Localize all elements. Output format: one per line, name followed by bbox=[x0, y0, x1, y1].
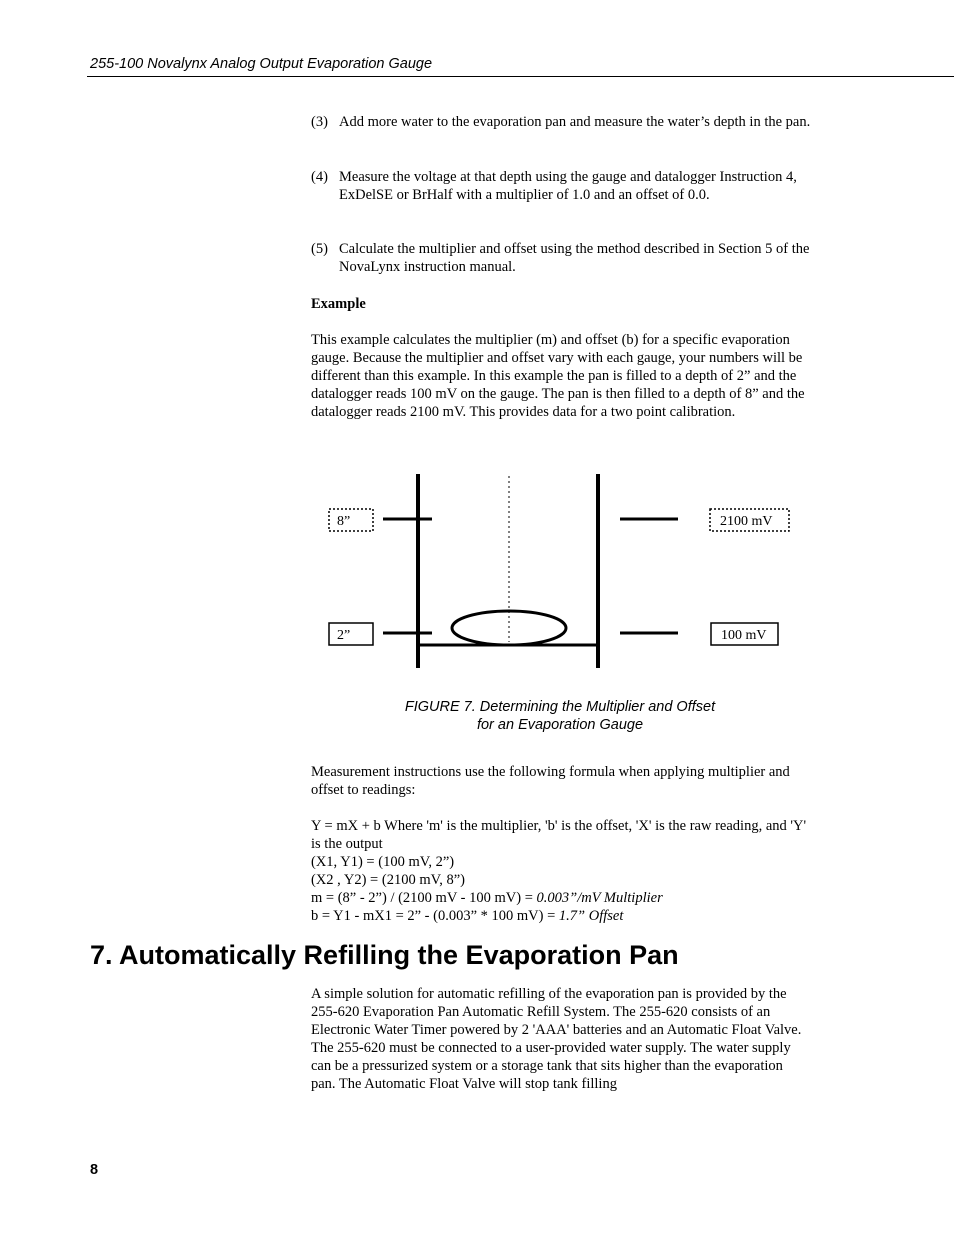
running-header: 255-100 Novalynx Analog Output Evaporation Gauge bbox=[90, 56, 433, 72]
figure-7-diagram bbox=[325, 470, 795, 672]
multiplier-result: 0.003”/mV Multiplier bbox=[536, 890, 663, 906]
step-number: (5) bbox=[311, 241, 328, 257]
step-text: Measure the voltage at that depth using the gauge and datalogger Instruction 4, ExDelSE or BrHalf with a multiplier of 1.0 and an offset of 0.0. bbox=[339, 169, 797, 203]
formula-line-1: Y = mX + b Where 'm' is the multiplier, 'b' is the offset, 'X' is the raw reading, and 'Y' is the output bbox=[311, 818, 807, 852]
step-number: (3) bbox=[311, 114, 328, 130]
formula-line-2: (X1, Y1) = (100 mV, 2”) bbox=[311, 854, 455, 870]
label-100mv: 100 mV bbox=[721, 628, 767, 643]
label-8in: 8” bbox=[337, 514, 351, 529]
caption-line-1: FIGURE 7. Determining the Multiplier and Offset bbox=[404, 699, 716, 715]
caption-line-2: for an Evaporation Gauge bbox=[476, 717, 644, 733]
example-paragraph: This example calculates the multiplier (m) and offset (b) for a specific evaporation gauge. Because the multiplier and offset vary with each gauge, your numbers will be different than this example. In this example the pan is filled to a depth of 2” and the datalogger reads 100 mV on the gauge. The pan is then filled to a depth of 8” and the datalogger reads 2100 mV. This provides data for a two point calibration. bbox=[311, 332, 805, 420]
step-5 bbox=[311, 240, 811, 276]
formula-line-3: (X2 , Y2) = (2100 mV, 8”) bbox=[311, 872, 465, 888]
formula-line-5 bbox=[311, 907, 811, 925]
header-rule bbox=[87, 76, 954, 77]
label-box-2in bbox=[329, 623, 373, 645]
label-2in: 2” bbox=[337, 628, 351, 643]
label-2100mv: 2100 mV bbox=[720, 514, 773, 529]
page-number: 8 bbox=[90, 1162, 99, 1178]
offset-result: 1.7” Offset bbox=[558, 908, 624, 924]
section-paragraph: A simple solution for automatic refilling of the evaporation pan is provided by the 255-620 Evaporation Pan Automatic Refill System. The 255-620 consists of an Electronic Water Timer powered by 2 'AAA' batteries and an Automatic Float Valve. The 255-620 must be connected to a user-provided water supply. The water supply can be a pressurized system or a storage tank that sits higher than the evaporation pan. The Automatic Float Valve will stop tank filling bbox=[311, 986, 802, 1092]
step-text: Add more water to the evaporation pan and measure the water’s depth in the pan. bbox=[339, 114, 811, 130]
formula-intro: Measurement instructions use the following formula when applying multiplier and offset to readings: bbox=[311, 764, 790, 798]
example-heading: Example bbox=[311, 296, 366, 312]
step-3 bbox=[311, 113, 811, 131]
section-heading: 7. Automatically Refilling the Evaporation Pan bbox=[90, 940, 679, 970]
step-4 bbox=[311, 168, 811, 204]
figure-caption bbox=[300, 698, 820, 734]
formula-block bbox=[311, 817, 811, 925]
evaporation-gauge-diagram bbox=[325, 470, 795, 672]
offset-equation: b = Y1 - mX1 = 2” - (0.003” * 100 mV) = bbox=[311, 908, 559, 924]
step-number: (4) bbox=[311, 169, 328, 185]
formula-line-4 bbox=[311, 889, 811, 907]
multiplier-equation: m = (8” - 2”) / (2100 mV - 100 mV) = bbox=[311, 890, 537, 906]
label-box-8in bbox=[329, 509, 373, 531]
step-text: Calculate the multiplier and offset using the method described in Section 5 of the NovaLynx instruction manual. bbox=[339, 241, 810, 275]
